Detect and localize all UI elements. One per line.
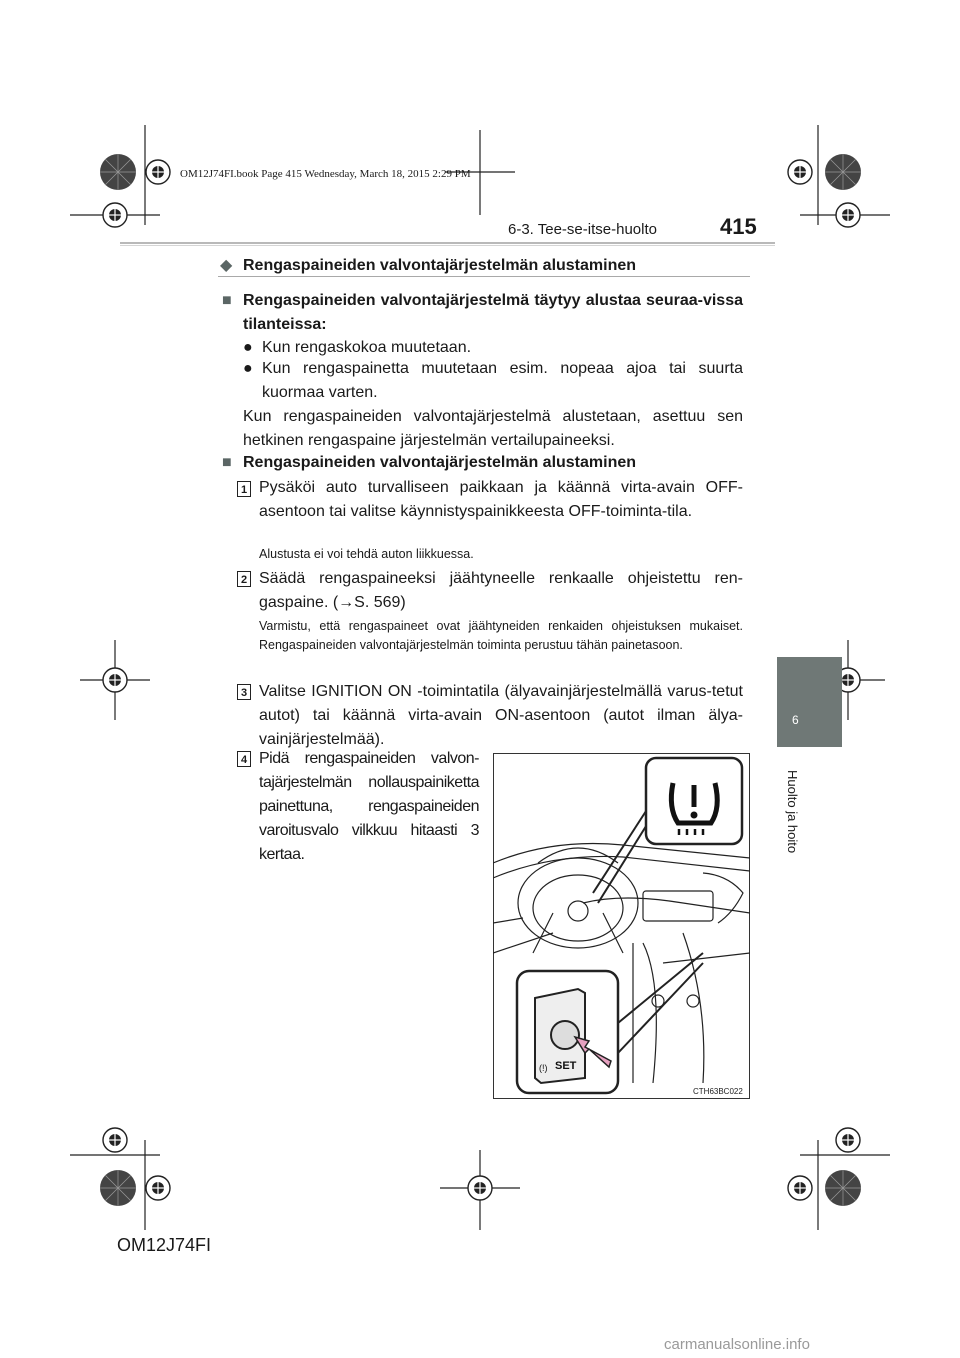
step-number-1: 1 — [237, 481, 251, 497]
paragraph-reference-pressure: Kun rengaspaineiden valvontajärjestelmä alustetaan, asettuu sen hetkinen rengaspaine järjestelmän vertailupaineeksi. — [243, 408, 743, 449]
diamond-bullet-icon: ◆ — [220, 257, 233, 274]
dashboard-illustration — [493, 753, 750, 1099]
tpms-small-icon: (!) — [539, 1063, 548, 1073]
book-info-line: OM12J74FI.book Page 415 Wednesday, March 18, 2015 2:29 PM — [180, 168, 471, 180]
chapter-number: 6 — [792, 713, 799, 727]
step-4-text: Pidä rengaspaineiden valvon-tajärjestelmän nollauspainiketta painettuna, rengaspaineiden varoitusvalo vilkkuu hitaasti 3 kertaa. — [259, 750, 479, 863]
bullet-icon: ● — [243, 339, 253, 356]
section-title: Rengaspaineiden valvontajärjestelmän alustaminen — [243, 257, 637, 274]
figure-code: CTH63BC022 — [693, 1087, 743, 1096]
step-1-text: Pysäköi auto turvalliseen paikkaan ja käännä virta-avain OFF-asentoon tai valitse käynnistyspainikkeesta OFF-toiminta-tila. — [259, 479, 743, 520]
bullet-item-2: Kun rengaspainetta muutetaan esim. nopeaa ajoa tai suurta kuormaa varten. — [262, 360, 743, 401]
step-2-note: Varmistu, että rengaspaineet ovat jäähtyneiden renkaiden ohjeistuksen mukaiset. Rengaspaineiden valvontajärjestelmän toiminta perustuu tähän painetasoon. — [259, 619, 743, 652]
square-marker-icon: ■ — [222, 292, 232, 309]
chapter-tab[interactable] — [777, 657, 842, 747]
footer-model-code: OM12J74FI — [117, 1235, 212, 1255]
chapter-label: Huolto ja hoito — [785, 770, 800, 854]
bullet-item-1: Kun rengaskokoa muutetaan. — [262, 339, 472, 356]
section-path: 6-3. Tee-se-itse-huolto — [508, 221, 657, 238]
square-marker-icon: ■ — [222, 454, 232, 471]
header-rule — [120, 242, 775, 244]
page-number: 415 — [720, 214, 757, 239]
section1-heading: Rengaspaineiden valvontajärjestelmä täytyy alustaa seuraa-vissa tilanteissa: — [243, 292, 743, 333]
step-2-text: Säädä rengaspaineeksi jäähtyneelle renkaalle ohjeistettu ren-gaspaine. (→S. 569) — [259, 570, 743, 611]
step-number-3: 3 — [237, 684, 251, 700]
step-1-note: Alustusta ei voi tehdä auton liikkuessa. — [259, 547, 474, 561]
watermark: carmanualsonline.info — [664, 1336, 810, 1353]
step-number-4: 4 — [237, 751, 251, 767]
bullet-icon: ● — [243, 360, 253, 377]
section2-heading: Rengaspaineiden valvontajärjestelmän alustaminen — [243, 454, 637, 471]
set-label: SET — [555, 1060, 577, 1072]
title-rule — [218, 276, 750, 277]
reset-button — [551, 1021, 579, 1049]
step-3-text: Valitse IGNITION ON -toimintatila (älyavainjärjestelmällä varus-tetut autot) tai käännä virta-avain ON-asentoon (autot ilman älya-vainjärjestelmää). — [259, 683, 743, 748]
header-rule-secondary — [120, 245, 775, 246]
step-number-2: 2 — [237, 571, 251, 587]
